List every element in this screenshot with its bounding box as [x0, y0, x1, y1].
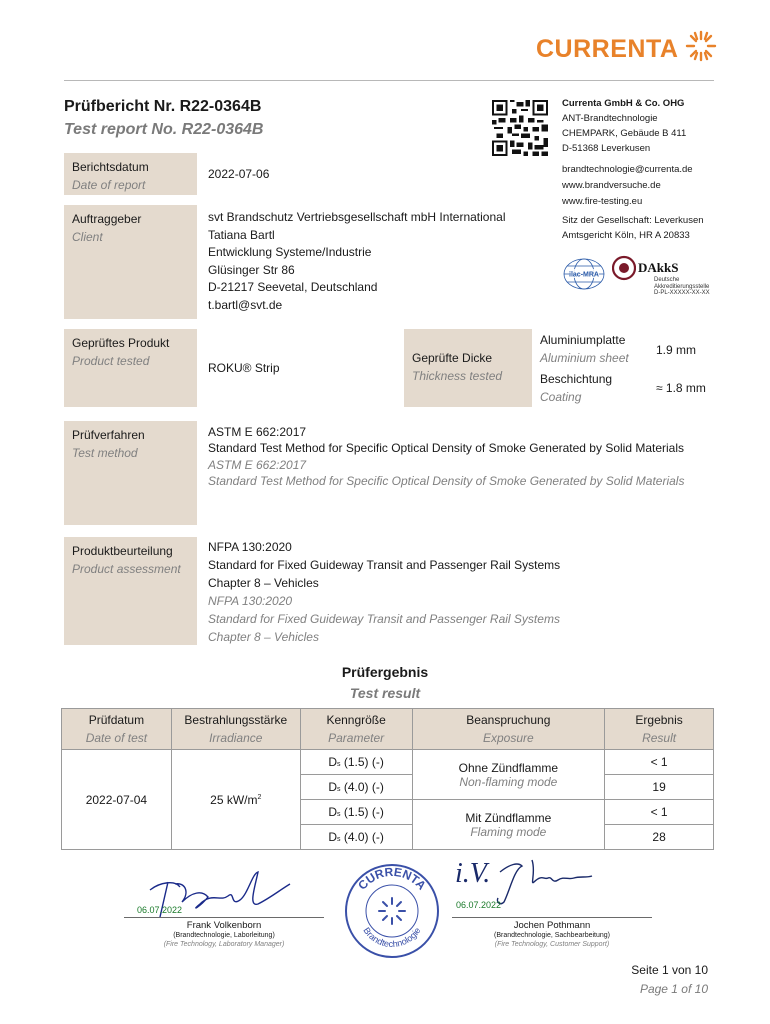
method-standard-de: ASTM E 662:2017 [208, 425, 307, 439]
header-date-de: Prüfdatum [88, 713, 145, 727]
header-exposure [412, 709, 605, 750]
currenta-logo-text: CURRENTA [536, 35, 679, 63]
cell-result: 19 [605, 775, 714, 800]
param-symbol: D [328, 755, 338, 769]
header-parameter-de: Kenngröße [326, 713, 386, 727]
company-web-2[interactable]: www.fire-testing.eu [562, 196, 643, 207]
cell-exposure-flaming [412, 800, 605, 850]
dakks-emblem-icon [612, 254, 636, 284]
exposure1-de: Ohne Zündflamme [458, 760, 559, 775]
irradiance-value: 25 kW/m [210, 792, 258, 807]
header-date [62, 709, 172, 750]
method-standard-en: ASTM E 662:2017 [208, 457, 307, 472]
client-label-en: Client [72, 230, 103, 244]
exposure2-en: Flaming mode [470, 824, 547, 839]
param-value: (4.0) (-) [343, 830, 384, 844]
result-title-de: Prüfergebnis [341, 664, 429, 680]
client-email[interactable]: t.bartl@svt.de [208, 297, 283, 312]
cell-parameter [300, 800, 412, 825]
company-court: Amtsgericht Köln, HR A 20833 [562, 230, 690, 241]
report-title-en: Test report No. R22-0364B [64, 121, 264, 138]
header-date-en: Date of test [85, 731, 148, 745]
dakks-accreditation-mark [612, 254, 720, 300]
signature-right-date: 06.07.2022 [456, 900, 502, 910]
signature-left-role-en: (Fire Technology, Laboratory Manager) [163, 941, 285, 948]
assessment-line-en-1: NFPA 130:2020 [208, 593, 293, 608]
report-date-label [64, 153, 197, 195]
param-symbol: D [328, 780, 338, 794]
company-address [562, 96, 686, 156]
method-label-en: Test method [72, 446, 138, 460]
param-subscript: s [337, 786, 341, 793]
cell-test-date: 2022-07-04 [62, 750, 172, 850]
assessment-line-de-3: Chapter 8 – Vehicles [208, 575, 319, 590]
thickness-label-de: Geprüfte Dicke [412, 351, 493, 365]
header-exposure-de: Beanspruchung [466, 713, 551, 727]
method-title-en: Standard Test Method for Specific Optical Density of Smoke Generated by Solid Materials [208, 474, 685, 489]
client-street: Glüsinger Str 86 [208, 262, 295, 277]
result-title-en: Test result [349, 685, 421, 701]
exposure2-de: Mit Zündflamme [465, 810, 552, 825]
signature-left-role-de: (Brandtechnologie, Laborleitung) [173, 932, 275, 939]
page-number-en: Page 1 of 10 [639, 982, 708, 996]
client-address-block [208, 209, 505, 315]
thickness-label [404, 329, 532, 407]
stamp-top-text: CURRENTA [355, 864, 429, 893]
report-title-de: Prüfbericht Nr. R22-0364B [64, 98, 262, 115]
param-symbol: D [328, 830, 338, 844]
signature-right-role-de: (Brandtechnologie, Sachbearbeitung) [494, 932, 610, 939]
assessment-value [208, 539, 708, 646]
ilac-mra-logo-icon [562, 256, 606, 292]
header-parameter-en: Parameter [328, 731, 385, 745]
report-date-label-de: Berichtsdatum [72, 160, 149, 174]
client-contact-person: Tatiana Bartl [208, 227, 275, 242]
company-contacts [562, 162, 693, 210]
layer2-value: ≈ 1.8 mm [656, 381, 706, 395]
signature-right-prefix: i.V. [455, 858, 491, 889]
param-subscript: s [337, 811, 341, 818]
company-address-line1: CHEMPARK, Gebäude B 411 [562, 128, 687, 139]
method-value [208, 424, 688, 490]
cell-result: 28 [605, 825, 714, 850]
dakks-subtitle-line2: Akkreditierungsstelle [654, 283, 710, 290]
company-email[interactable]: brandtechnologie@currenta.de [562, 164, 693, 175]
qr-code-icon [492, 100, 548, 156]
report-date-value: 2022-07-06 [208, 167, 270, 181]
header-irradiance-de: Bestrahlungsstärke [184, 713, 288, 727]
assessment-label [64, 537, 197, 645]
param-value: (1.5) (-) [343, 755, 384, 769]
company-dept: ANT-Brandtechnologie [562, 113, 658, 124]
cell-exposure-nonflaming [412, 750, 605, 800]
company-address-line2: D-51368 Leverkusen [562, 143, 651, 154]
dakks-subtitle-line3: D-PL-XXXXX-XX-XX [654, 290, 710, 296]
assessment-line-de-1: NFPA 130:2020 [208, 540, 292, 554]
report-date-label-en: Date of report [72, 178, 146, 192]
param-value: (1.5) (-) [343, 805, 384, 819]
company-name: Currenta GmbH & Co. OHG [562, 98, 685, 109]
assessment-line-en-3: Chapter 8 – Vehicles [208, 629, 319, 644]
page-number-de: Seite 1 von 10 [631, 963, 708, 977]
signature-left-date: 06.07.2022 [137, 905, 183, 915]
param-value: (4.0) (-) [343, 780, 384, 794]
stamp-bottom-text: Brandtechnologie [361, 925, 423, 950]
result-table-header [62, 709, 714, 750]
method-label [64, 421, 197, 525]
cell-parameter [300, 750, 412, 775]
method-label-de: Prüfverfahren [72, 428, 145, 442]
dakks-text: DAkkS [638, 260, 679, 275]
signature-right-name: Jochen Pothmann [513, 920, 591, 931]
irradiance-exponent: 2 [257, 793, 262, 801]
product-label-de: Geprüftes Produkt [72, 336, 170, 350]
layer1-label [540, 332, 629, 367]
layer2-label [540, 371, 612, 406]
layer2-label-en: Coating [540, 389, 582, 404]
assessment-label-de: Produktbeurteilung [72, 544, 173, 558]
thickness-label-en: Thickness tested [412, 369, 503, 383]
cell-parameter [300, 825, 412, 850]
company-stamp-icon [343, 862, 441, 960]
exposure1-en: Non-flaming mode [459, 774, 558, 789]
header-divider [64, 80, 714, 81]
client-city: D-21217 Seevetal, Deutschland [208, 280, 378, 295]
product-value: ROKU® Strip [208, 361, 280, 375]
client-label-de: Auftraggeber [72, 212, 142, 226]
header-parameter [300, 709, 412, 750]
header-irradiance [171, 709, 300, 750]
header-irradiance-en: Irradiance [209, 731, 263, 745]
company-seat: Sitz der Gesellschaft: Leverkusen [562, 215, 704, 226]
signature-left-name: Frank Volkenborn [186, 920, 262, 931]
signature-right-role-en: (Fire Technology, Customer Support) [494, 941, 610, 948]
cell-result: < 1 [605, 800, 714, 825]
header-exposure-en: Exposure [482, 731, 534, 745]
dakks-subtitle [654, 277, 710, 297]
client-department: Entwicklung Systeme/Industrie [208, 245, 372, 260]
header-result-de: Ergebnis [635, 713, 683, 727]
cell-parameter [300, 775, 412, 800]
assessment-label-en: Product assessment [72, 562, 181, 576]
currenta-sun-icon [683, 28, 719, 64]
client-company: svt Brandschutz Vertriebsgesellschaft mbH International [208, 210, 506, 224]
assessment-line-en-2: Standard for Fixed Guideway Transit and Passenger Rail Systems [208, 611, 560, 626]
company-web-1[interactable]: www.brandversuche.de [562, 180, 661, 191]
dakks-subtitle-line1: Deutsche [654, 277, 680, 283]
svg-text:ilac-MRA: ilac-MRA [569, 271, 599, 279]
param-subscript: s [337, 761, 341, 768]
layer1-value: 1.9 mm [656, 343, 697, 357]
param-subscript: s [337, 836, 341, 843]
cell-result: < 1 [605, 750, 714, 775]
header-result [605, 709, 714, 750]
layer1-label-de: Aluminiumplatte [540, 333, 626, 347]
client-label [64, 205, 197, 319]
table-row [62, 750, 714, 775]
layer1-label-en: Aluminium sheet [540, 350, 629, 365]
header-result-en: Result [642, 731, 677, 745]
layer2-label-de: Beschichtung [540, 372, 613, 386]
signature-left-line [124, 917, 324, 918]
signature-right-line [452, 917, 652, 918]
method-title-de: Standard Test Method for Specific Optical Density of Smoke Generated by Solid Materials [208, 441, 685, 456]
assessment-line-de-2: Standard for Fixed Guideway Transit and Passenger Rail Systems [208, 557, 561, 572]
param-symbol: D [328, 805, 338, 819]
result-table [61, 708, 714, 850]
company-registration [562, 213, 704, 243]
product-label [64, 329, 197, 407]
cell-irradiance [171, 750, 300, 850]
svg-text:CURRENTA [355, 865, 429, 893]
product-label-en: Product tested [72, 354, 150, 368]
